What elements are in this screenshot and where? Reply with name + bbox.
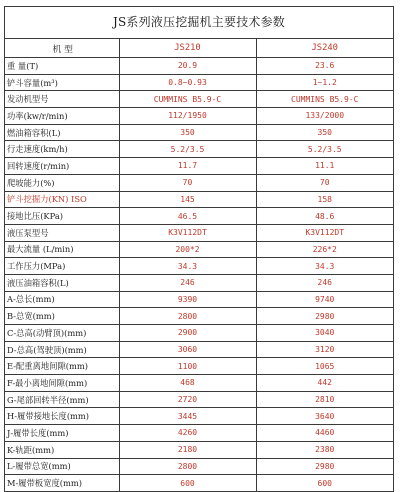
row-value-js240: 3040: [256, 325, 393, 342]
row-value-js240: 23.6: [256, 58, 393, 75]
row-value-js240: 246: [256, 274, 393, 291]
row-value-js240: 2810: [256, 391, 393, 408]
row-label: F-最小离地间隙(mm): [5, 375, 119, 392]
table-row: [5, 441, 393, 458]
row-value-js210: 11.7: [119, 158, 256, 175]
row-value-js210: 112/1950: [119, 108, 256, 125]
row-value-js210: 9390: [119, 291, 256, 308]
row-label: G-尾部回转半径(mm): [5, 391, 119, 408]
row-value-js240: CUMMINS B5.9-C: [256, 91, 393, 108]
table-row: [5, 408, 393, 425]
row-label: 功率(kw/r/min): [5, 108, 119, 125]
row-value-js210: 3060: [119, 341, 256, 358]
row-value-js210: 46.5: [119, 208, 256, 225]
table-row: [5, 174, 393, 191]
table-row: [5, 74, 393, 91]
table-row: [5, 291, 393, 308]
row-value-js210: K3V112DT: [119, 224, 256, 241]
row-value-js210: 600: [119, 475, 256, 492]
row-label: H-履带接地长度(mm): [5, 408, 119, 425]
row-label: 爬坡能力(%): [5, 174, 119, 191]
row-value-js240: 442: [256, 375, 393, 392]
row-value-js210: 34.3: [119, 258, 256, 275]
row-label: L-履带总宽(mm): [5, 458, 119, 475]
table-row: [5, 58, 393, 75]
table-row: [5, 258, 393, 275]
row-label: J-履带长度(mm): [5, 425, 119, 442]
row-value-js240: 600: [256, 475, 393, 492]
row-value-js240: 2980: [256, 308, 393, 325]
row-label: D-总高(驾驶顶)(mm): [5, 341, 119, 358]
row-label: 发动机型号: [5, 91, 119, 108]
row-label: 回转速度(r/min): [5, 158, 119, 175]
row-value-js240: 70: [256, 174, 393, 191]
table-row: [5, 475, 393, 492]
table-row: [5, 241, 393, 258]
row-value-js210: 4260: [119, 425, 256, 442]
document-title: JS系列液压挖掘机主要技术参数: [5, 7, 393, 39]
table-row: [5, 274, 393, 291]
table-row: [5, 375, 393, 392]
row-value-js210: 2900: [119, 325, 256, 342]
row-label: B-总宽(mm): [5, 308, 119, 325]
row-value-js240: 158: [256, 191, 393, 208]
row-value-js210: 2800: [119, 308, 256, 325]
table-row: [5, 341, 393, 358]
row-value-js240: 133/2000: [256, 108, 393, 125]
table-row: [5, 191, 393, 208]
row-value-js240: 4460: [256, 425, 393, 442]
row-value-js240: K3V112DT: [256, 224, 393, 241]
row-label: 接地比压(KPa): [5, 208, 119, 225]
header-model-js240: JS240: [256, 39, 393, 58]
row-value-js240: 226*2: [256, 241, 393, 258]
header-label: 机 型: [5, 39, 119, 58]
row-value-js210: 1100: [119, 358, 256, 375]
row-value-js210: 145: [119, 191, 256, 208]
row-label: 行走速度(km/h): [5, 141, 119, 158]
row-label: M-履带板宽度(mm): [5, 475, 119, 492]
row-value-js210: 350: [119, 124, 256, 141]
table-row: [5, 425, 393, 442]
table-row: [5, 141, 393, 158]
row-label: 重 量(T): [5, 58, 119, 75]
row-value-js240: 3120: [256, 341, 393, 358]
table-row: [5, 108, 393, 125]
row-label: 液压泵型号: [5, 224, 119, 241]
row-value-js240: 2380: [256, 441, 393, 458]
table-row: [5, 124, 393, 141]
row-value-js240: 3640: [256, 408, 393, 425]
row-value-js240: 34.3: [256, 258, 393, 275]
row-label: 铲斗容量(m³): [5, 74, 119, 91]
header-model-js210: JS210: [119, 39, 256, 58]
row-label: C-总高(动臂顶)(mm): [5, 325, 119, 342]
row-value-js210: 468: [119, 375, 256, 392]
row-label: 工作压力(MPa): [5, 258, 119, 275]
row-value-js240: 48.6: [256, 208, 393, 225]
row-label: 燃油箱容积(L): [5, 124, 119, 141]
row-value-js240: 1~1.2: [256, 74, 393, 91]
table-row: [5, 91, 393, 108]
row-value-js210: 2720: [119, 391, 256, 408]
table-header-row: [5, 39, 393, 58]
row-value-js210: 246: [119, 274, 256, 291]
row-value-js240: 2980: [256, 458, 393, 475]
table-row: [5, 208, 393, 225]
row-value-js210: 70: [119, 174, 256, 191]
row-value-js240: 1065: [256, 358, 393, 375]
row-value-js210: 0.8~0.93: [119, 74, 256, 91]
row-value-js240: 5.2/3.5: [256, 141, 393, 158]
row-label: E-配重离地间隙(mm): [5, 358, 119, 375]
table-row: [5, 308, 393, 325]
row-label: K-轨距(mm): [5, 441, 119, 458]
row-value-js210: 2180: [119, 441, 256, 458]
row-value-js240: 350: [256, 124, 393, 141]
table-row: [5, 358, 393, 375]
row-value-js210: 5.2/3.5: [119, 141, 256, 158]
table-row: [5, 158, 393, 175]
row-value-js240: 11.1: [256, 158, 393, 175]
row-value-js210: 2800: [119, 458, 256, 475]
row-label: 液压油箱容积(L): [5, 274, 119, 291]
spec-sheet: [4, 6, 394, 492]
row-label: 最大流量 (L/min): [5, 241, 119, 258]
row-value-js210: CUMMINS B5.9-C: [119, 91, 256, 108]
table-row: [5, 458, 393, 475]
row-value-js240: 9740: [256, 291, 393, 308]
table-row: [5, 224, 393, 241]
table-row: [5, 325, 393, 342]
row-label: 铲斗挖掘力(KN) ISO: [5, 191, 119, 208]
row-value-js210: 3445: [119, 408, 256, 425]
row-value-js210: 20.9: [119, 58, 256, 75]
row-label: A-总长(mm): [5, 291, 119, 308]
spec-table: [5, 39, 393, 492]
row-value-js210: 200*2: [119, 241, 256, 258]
